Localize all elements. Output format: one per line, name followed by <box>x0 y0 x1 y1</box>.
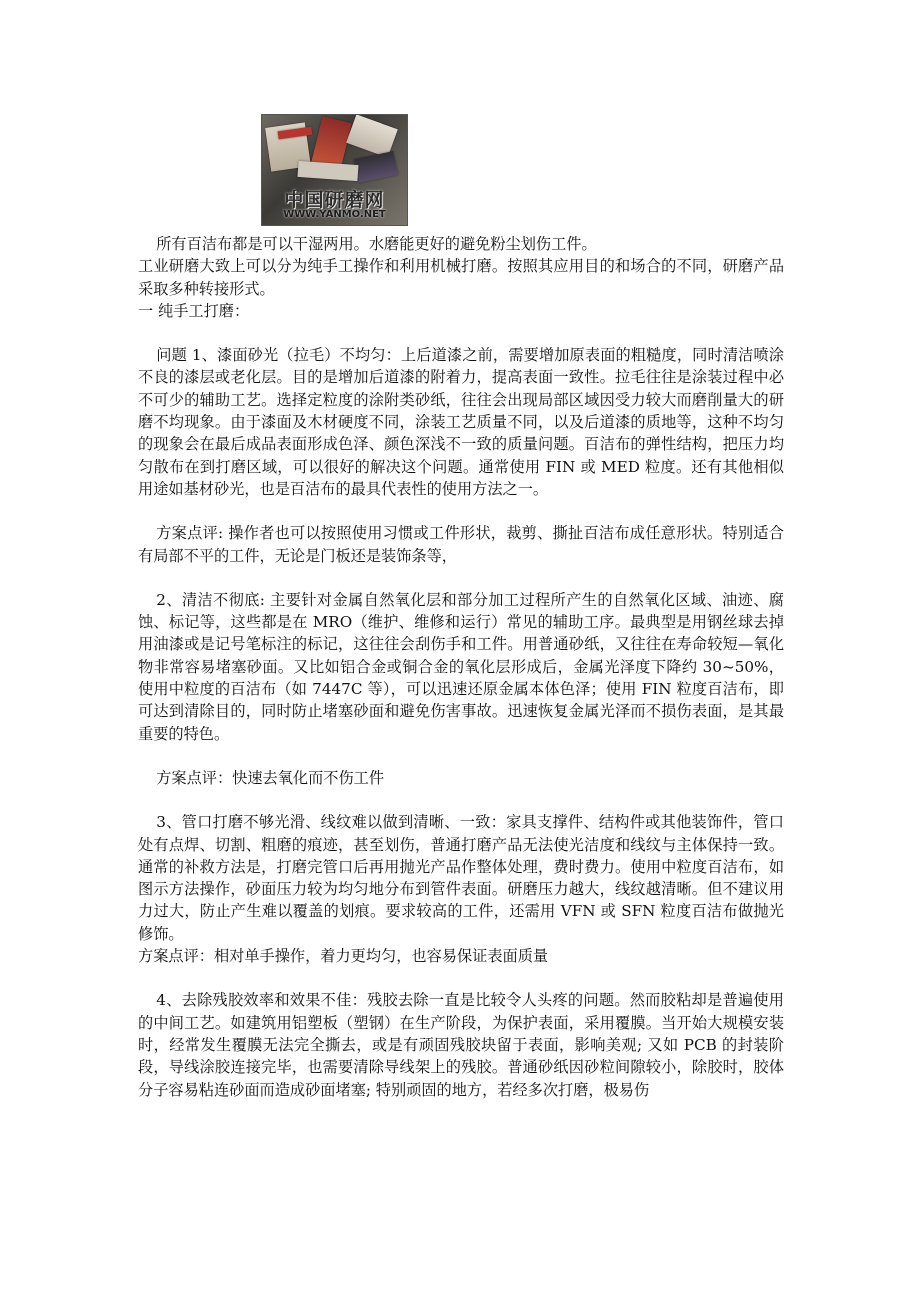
watermark-logo-url: WWW.YANMO.NET <box>283 209 386 220</box>
paragraph-problem-3: 3、管口打磨不够光滑、线纹难以做到清晰、一致：家具支撑件、结构件或其他装饰件，管口处有点焊、切割、粗磨的痕迹，甚至划伤，普通打磨产品无法使光洁度和线纹与主体保持一致。通常的补救方法是，打磨完管口后再用抛光产品作整体处理，费时费力。使用中粒度百洁布，如图示方法操作，砂面压力较为均匀地分布到管件表面。研磨压力越大，线纹越清晰。但不建议用力过大，防止产生难以覆盖的划痕。要求较高的工件，还需用 VFN 或 SFN 粒度百洁布做抛光修饰。 <box>138 813 784 943</box>
pad-sample-6 <box>298 161 359 181</box>
paragraph-comment-3: 方案点评：相对单手操作，着力更均匀，也容易保证表面质量 <box>138 947 549 966</box>
paragraph-problem-1: 问题 1、漆面砂光（拉毛）不均匀：上后道漆之前，需要增加原表面的粗糙度，同时清洁喷涂不良的漆层或老化层。目的是增加后道漆的附着力，提高表面一致性。拉毛往往是涂装过程中必不可少的辅助工艺。选择定粒度的涂附类砂纸，往往会出现局部区域因受力较大而磨削量大的研磨不均现象。由于漆面及木材硬度不同，涂装工艺质量不同，以及后道漆的质地等，这种不均匀的现象会在最后成品表面形成色泽、颜色深浅不一致的质量问题。百洁布的弹性结构，把压力均匀散布在到打磨区域，可以很好的解决这个问题。通常使用 FIN 或 MED 粒度。还有其他相似用途如基材砂光，也是百洁布的最具代表性的使用方法之一。 <box>138 346 784 498</box>
pad-sample-5 <box>354 151 398 183</box>
product-photo <box>261 114 408 226</box>
paragraph-problem-4: 4、去除残胶效率和效果不佳：残胶去除一直是比较令人头疼的问题。然而胶粘却是普遍使用的中间工艺。如建筑用铝塑板（塑钢）在生产阶段，为保护表面，采用覆膜。当开始大规模安装时，经常发生覆膜无法完全撕去，或是有顽固残胶块留于表面，影响美观; 又如 PCB 的封装阶段，导线涂胶连接完毕，也需要清除导线架上的残胶。普通砂纸因砂粒间隙较小，除胶时，胶体分子容易粘连砂面而造成砂面堵塞; 特别顽固的地方，若经多次打磨，极易伤 <box>138 991 784 1099</box>
paragraph-intro: 所有百洁布都是可以干湿两用。水磨能更好的避免粉尘划伤工件。 <box>156 235 597 253</box>
section-heading: 一 纯手工打磨： <box>138 301 250 320</box>
article-body <box>138 233 784 1101</box>
paragraph-overview: 工业研磨大致上可以分为纯手工操作和利用机械打磨。按照其应用目的和场合的不同，研磨产品采取多种转接形式。 <box>138 257 784 298</box>
watermark-logo-cn: 中国研磨网 <box>284 189 385 211</box>
paragraph-problem-2: 2、清洁不彻底: 主要针对金属自然氧化层和部分加工过程所产生的自然氧化区域、油迹、腐蚀、标记等，这些都是在 MRO（维护、维修和运行）常见的辅助工序。最典型是用钢丝球去掉用油漆或是记号笔标注的标记，这往往会刮伤手和工件。用普通砂纸，又往往在寿命较短—氧化物非常容易堵塞砂面。又比如铝合金或铜合金的氧化层形成后，金属光泽度下降约 30~50%，使用中粒度的百洁布（如 7447C 等），可以迅速还原金属本体色泽；使用 FIN 粒度百洁布，即可达到清除目的，同时防止堵塞砂面和避免伤害事故。迅速恢复金属光泽而不损伤表面，是其最重要的特色。 <box>138 590 784 743</box>
paragraph-comment-1: 方案点评: 操作者也可以按照使用习惯或工件形状，裁剪、撕扯百洁布成任意形状。特别适合有局部不平的工件，无论是门板还是装饰条等， <box>138 524 784 565</box>
paragraph-comment-2: 方案点评：快速去氧化而不伤工件 <box>156 768 385 787</box>
